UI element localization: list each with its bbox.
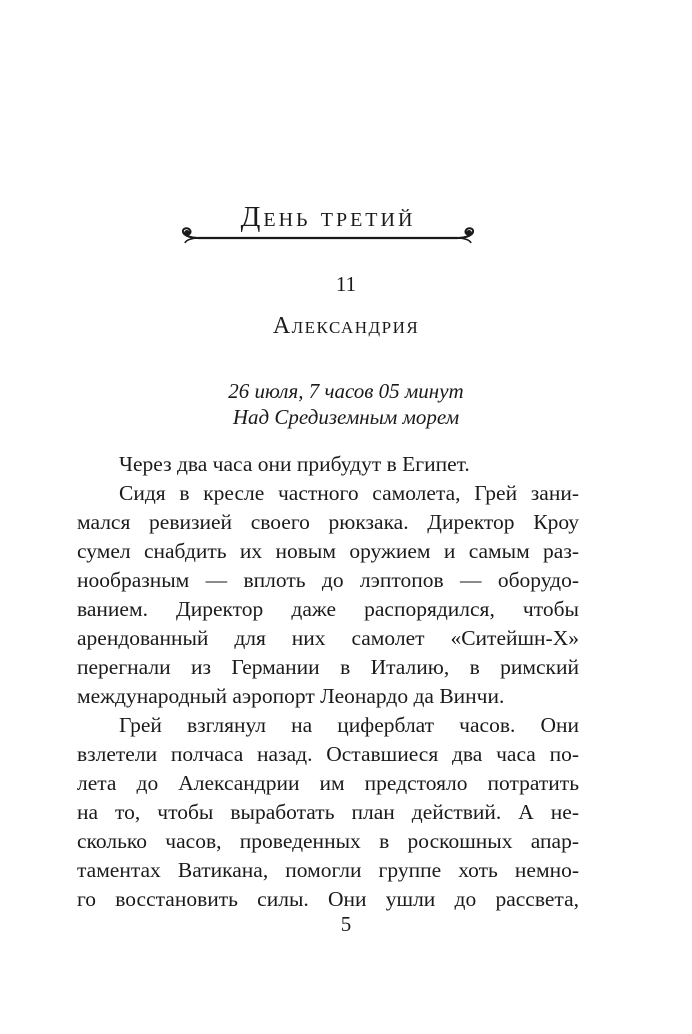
text-line: взлетели полчаса назад. Оставшиеся два часа по- [77,742,579,766]
text-line: Грей взглянул на циферблат часов. Они [119,713,579,737]
text-line: мался ревизией своего рюкзака. Директор Кроу [77,510,579,534]
part-heading [178,196,478,248]
text-line: арендованный для них самолет «Ситейшн-Х» [77,626,579,650]
dateline-place: Над Средиземным морем [232,405,460,429]
text-line: го восстановить силы. Они ушли до рассвета, [77,887,579,911]
text-line: международный аэропорт Леонардо да Винчи. [77,684,505,708]
text-line: сколько часов, проведенных в роскошных апар- [77,829,579,853]
chapter-number: 11 [335,272,357,296]
part-title: День третий [240,201,416,233]
text-line: сумел снабдить их новым оружием и самым раз- [77,539,579,563]
text-line: Сидя в кресле частного самолета, Грей зани- [119,481,579,505]
body-text [77,450,579,914]
chapter-title: Александрия [272,313,420,339]
text-line: лета до Александрии им предстояло потратить [77,771,579,795]
text-line: Через два часа они прибудут в Египет. [119,452,470,476]
dateline [0,378,692,430]
dateline-date: 26 июля, 7 часов 05 минут [228,379,464,403]
page-number: 5 [340,912,352,936]
text-line: перегнали из Германии в Италию, в римский [77,655,579,679]
text-line: ванием. Директор даже распорядился, чтобы [77,597,579,621]
text-line: нообразным — вплоть до лэптопов — оборудо- [77,568,579,592]
scroll-flourish-icon [178,226,478,248]
text-line: на то, чтобы выработать план действий. А не- [77,800,579,824]
text-line: таментах Ватикана, помогли группе хоть немно- [77,858,579,882]
